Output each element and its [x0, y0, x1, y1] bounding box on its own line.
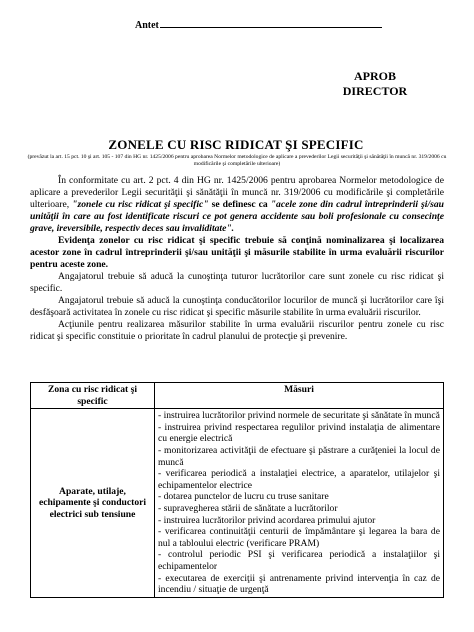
paragraph-records: Evidenţa zonelor cu risc ridicat şi specific trebuie să conţină nominalizarea şi localizarea acestor zone în cadrul întreprinderii şi/sau unităţii şi măsurile stabilite în urma evaluării riscurilor pentru aceste zone. [30, 235, 444, 270]
measure-item: - executarea de exerciţii şi antrenamente privind intervenţia în caz de incendiu / situaţie de urgenţă [158, 572, 440, 596]
definition-term: "zonele cu risc ridicat şi specific" [72, 199, 209, 210]
measure-item: - instruirea privind respectarea regulilor privind instalaţia de alimentare cu energie electrică [158, 421, 440, 445]
definition-connector: se definesc ca [208, 199, 271, 210]
header-measures: Măsuri [155, 383, 444, 409]
measure-item: - dotarea punctelor de lucru cu truse sanitare [158, 491, 329, 503]
paragraph-inform-managers: Angajatorul trebuie să aducă la cunoştinţa conducătorilor locurilor de muncă şi lucrătorilor care îşi desfăşoară activitatea în zonele cu risc ridicat şi specific măsurile stabilite în urma evaluării riscurilor. [30, 295, 444, 318]
table-row [31, 409, 444, 598]
zone-cell: Aparate, utilaje, echipamente şi conductori electrici sub tensiune [31, 409, 155, 598]
measure-item: - instruirea lucrătorilor privind normele de securitate şi sănătate în muncă [158, 410, 440, 422]
paragraph-inform-workers: Angajatorul trebuie să aducă la cunoştinţa tuturor lucrătorilor care sunt zonele cu risc ridicat şi specific. [30, 271, 444, 294]
table-header-row [31, 383, 444, 409]
measures-cell [155, 409, 444, 598]
antet-label: Antet [135, 20, 159, 31]
approval-block [330, 69, 420, 99]
document-title: ZONELE CU RISC RIDICAT ŞI SPECIFIC [108, 137, 364, 152]
measure-item: - monitorizarea activităţii de efectuare şi păstrare a curăţeniei la locul de muncă [158, 444, 440, 468]
measure-item: - verificarea continuităţii centurii de împământare şi legarea la bara de nul a tabloului electric (verificare PRAM) [158, 526, 440, 549]
approval-role: DIRECTOR [342, 84, 408, 98]
antet-blank-line [160, 18, 382, 28]
approval-label: APROB [354, 69, 396, 83]
definition-text: "acele zone din cadrul întreprinderii şi/sau unităţii în care au fost identificate riscuri ce pot genera accidente sau boli profesionale cu consecinţe grave, ireversibile, respectiv deces sau invaliditate". [30, 199, 444, 234]
paragraph-definition [30, 175, 444, 235]
document-body [30, 175, 444, 343]
paragraph-priority: Acţiunile pentru realizarea măsurilor stabilite în urma evaluării riscurilor pentru zonele cu risc ridicat şi specific constituie o prioritate în cadrul planului de protecţie şi prevenire. [30, 319, 444, 342]
measure-item: - controlul periodic PSI şi verificarea periodică a instalaţiilor şi echipamentelor [158, 549, 440, 572]
measure-item: - supravegherea stării de sănătate a lucrătorilor [158, 502, 338, 514]
measure-item: - instruirea lucrătorilor privind acordarea primului ajutor [158, 514, 376, 526]
document-subtitle: (prevăzut la art. 15 pct. 10 şi art. 105 - 107 din HG nr. 1425/2006 pentru aprobarea Normelor metodologice de aplicare a prevederilor Legii securităţii şi sănătăţii în muncă nr. 319/2006 cu modificările şi completările ulterioare) [27, 154, 447, 167]
letterhead-line [135, 18, 382, 31]
definition-intro: În conformitate cu art. 2 pct. 4 din HG nr. 1425/2006 pentru aprobarea Normelor metodologice de aplicare a prevederilor Legii securităţii şi sănătăţii în muncă nr. 319/2006 cu modificările şi completările ulterioare, [30, 175, 444, 210]
measure-item: - verificarea periodică a instalaţiei electrice, a aparatelor, utilajelor şi echipamentelor electrice [158, 468, 440, 491]
risk-zones-table [30, 382, 444, 598]
header-zone: Zona cu risc ridicat şi specific [31, 383, 155, 409]
